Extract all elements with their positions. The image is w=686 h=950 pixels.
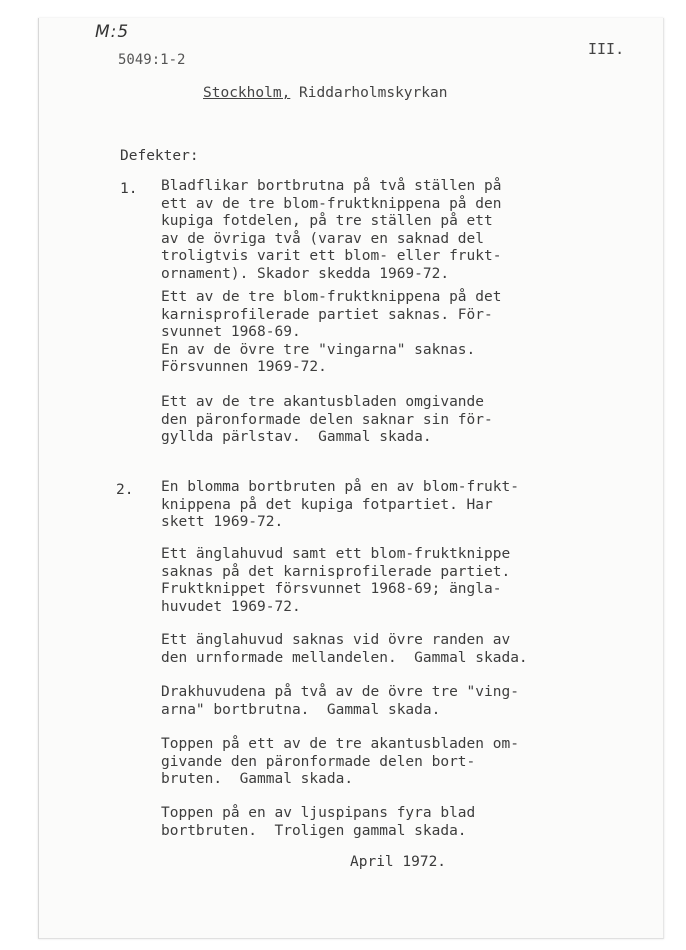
text-line: av de övriga två (varav en saknad del	[161, 230, 485, 247]
item-1-paragraph-1	[161, 178, 601, 283]
title-place: Stockholm,	[203, 85, 291, 101]
item-1-paragraph-2	[161, 289, 601, 377]
item-2-paragraph-1	[161, 479, 601, 532]
page-number: III.	[588, 40, 625, 58]
text-line: Ett av de tre akantusbladen omgivande	[161, 394, 485, 410]
text-line: ett av de tre blom-fruktknippena på den	[161, 195, 502, 212]
text-line: arna" bortbrutna. Gammal skada.	[161, 701, 441, 718]
text-line: Toppen på ett av de tre akantusbladen om-	[161, 736, 519, 752]
text-line: En blomma bortbruten på en av blom-frukt-	[161, 479, 519, 495]
text-line: Ett av de tre blom-fruktknippena på det	[161, 289, 502, 305]
handwritten-mark: M:5	[95, 22, 130, 42]
text-line: kupiga fotdelen, på tre ställen på ett	[161, 213, 493, 229]
item-2-paragraph-2	[161, 546, 601, 616]
text-line: Ett änglahuvud samt ett blom-fruktknippe	[161, 546, 511, 562]
text-line: den päronformade delen saknar sin för-	[161, 411, 493, 428]
text-line: gyllda pärlstav. Gammal skada.	[161, 429, 432, 445]
text-line: givande den päronformade delen bort-	[161, 753, 476, 770]
text-line: den urnformade mellandelen. Gammal skada.	[161, 649, 528, 666]
text-line: Ett änglahuvud saknas vid övre randen av	[161, 632, 511, 648]
text-line: Försvunnen 1969-72.	[161, 359, 327, 375]
text-line: saknas på det karnisprofilerade partiet.	[161, 563, 511, 580]
text-line: karnisprofilerade partiet saknas. För-	[161, 306, 493, 323]
text-line: Bladflikar bortbrutna på två ställen på	[161, 178, 502, 194]
text-line: ornament). Skador skedda 1969-72.	[161, 265, 450, 282]
document-date: April 1972.	[350, 854, 447, 870]
item-2-paragraph-4	[161, 684, 601, 719]
text-line: huvudet 1969-72.	[161, 598, 301, 615]
item-number: 1.	[120, 181, 138, 197]
section-heading: Defekter:	[120, 148, 199, 164]
document-title	[203, 85, 447, 101]
text-line: knippena på det kupiga fotpartiet. Har	[161, 496, 493, 513]
text-line: skett 1969-72.	[161, 514, 284, 530]
text-line: svunnet 1968-69.	[161, 324, 301, 340]
accession-number: 5049:1-2	[118, 52, 186, 68]
text-line: troligtvis varit ett blom- eller frukt-	[161, 248, 502, 264]
text-line: bruten. Gammal skada.	[161, 771, 354, 787]
item-2-paragraph-3	[161, 632, 601, 667]
item-2-paragraph-5	[161, 736, 601, 789]
text-line: bortbruten. Troligen gammal skada.	[161, 822, 467, 839]
item-2-paragraph-6	[161, 805, 601, 840]
item-number: 2.	[116, 482, 134, 498]
title-church: Riddarholmskyrkan	[299, 85, 448, 101]
text-line: Toppen på en av ljuspipans fyra blad	[161, 805, 476, 821]
item-1-paragraph-3	[161, 394, 601, 447]
text-line: Drakhuvudena på två av de övre tre "ving-	[161, 684, 519, 700]
text-line: En av de övre tre "vingarna" saknas.	[161, 341, 476, 358]
text-line: Fruktknippet försvunnet 1968-69; ängla-	[161, 581, 502, 597]
